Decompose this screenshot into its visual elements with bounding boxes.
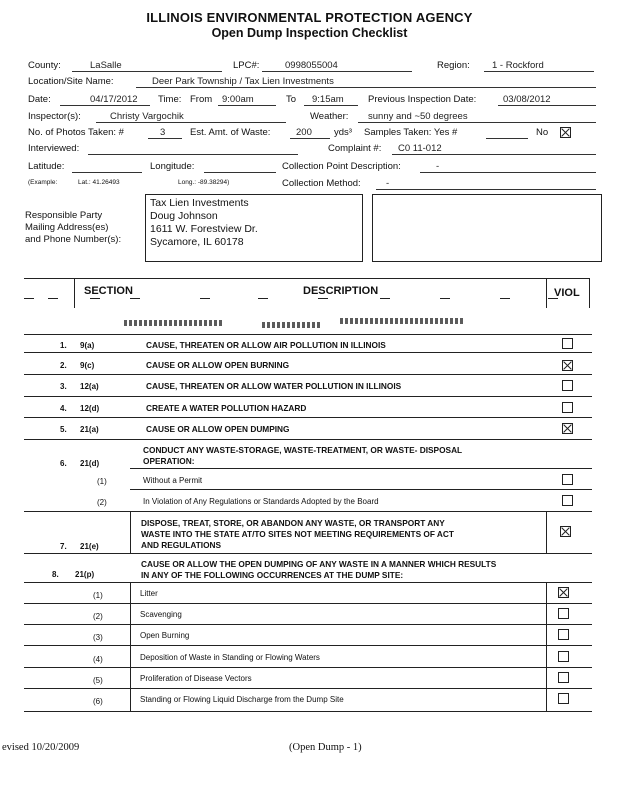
row-8-description-line-1: CAUSE OR ALLOW THE OPEN DUMPING OF ANY WASTE IN A MANNER WHICH RESULTS (141, 559, 497, 569)
row-1-description: CAUSE, THREATEN OR ALLOW AIR POLLUTION IN ILLINOIS (146, 340, 386, 350)
row-7-description-line-3: AND REGULATIONS (141, 540, 222, 550)
row-5-viol-checkbox[interactable] (562, 423, 573, 434)
row-1-number: 1. (60, 341, 67, 350)
row-1-viol-checkbox[interactable] (562, 338, 573, 349)
agency-title: ILLINOIS ENVIRONMENTAL PROTECTION AGENCY (146, 10, 473, 25)
example-label: (Example: (28, 179, 58, 186)
location-label: Location/Site Name: (28, 76, 114, 87)
prev-inspection-value: 03/08/2012 (503, 94, 551, 105)
example-lat: Lat.: 41.26493 (78, 179, 120, 186)
lpc-value: 0998055004 (285, 60, 338, 71)
responsible-party-line-4: Sycamore, IL 60178 (150, 236, 244, 248)
responsible-party-line-3: 1611 W. Forestview Dr. (150, 223, 258, 235)
row-5-section: 21(a) (80, 425, 99, 434)
responsible-party-line-1: Tax Lien Investments (150, 197, 249, 209)
photos-value: 3 (160, 127, 166, 138)
waste-label: Est. Amt. of Waste: (190, 127, 271, 138)
location-value: Deer Park Township / Tax Lien Investments (152, 76, 334, 87)
responsible-party-label-3: and Phone Number(s): (25, 234, 122, 245)
row-1-section: 9(a) (80, 341, 95, 350)
weather-label: Weather: (310, 111, 349, 122)
col-viol-header: VIOL (554, 287, 580, 299)
row-6-number: 6. (60, 459, 67, 468)
row-8-sub-5-viol-checkbox[interactable] (558, 672, 569, 683)
col-description-header: DESCRIPTION (303, 285, 379, 297)
row-4-description: CREATE A WATER POLLUTION HAZARD (146, 403, 307, 413)
row-5-number: 5. (60, 425, 67, 434)
waste-value: 200 (296, 127, 312, 138)
longitude-label: Longitude: (150, 161, 195, 172)
row-8-sub-6-label: (6) (93, 697, 103, 706)
row-6-sub-1-description: Without a Permit (143, 476, 203, 485)
complaint-label: Complaint #: (328, 143, 382, 154)
row-6-sub-1-label: (1) (97, 477, 107, 486)
row-4-number: 4. (60, 404, 67, 413)
row-2-description: CAUSE OR ALLOW OPEN BURNING (146, 360, 290, 370)
row-2-number: 2. (60, 361, 67, 370)
time-label: Time: (158, 94, 182, 105)
row-8-sub-1-viol-checkbox[interactable] (558, 587, 569, 598)
time-to-label: To (286, 94, 297, 105)
collection-point-label: Collection Point Description: (282, 161, 401, 172)
region-label: Region: (437, 60, 470, 71)
date-label: Date: (28, 94, 51, 105)
row-4-section: 12(d) (80, 404, 100, 413)
row-7-description-line-2: WASTE INTO THE STATE AT/TO SITES NOT MEETING REQUIREMENTS OF ACT (141, 529, 454, 539)
date-value: 04/17/2012 (90, 94, 138, 105)
row-4-viol-checkbox[interactable] (562, 402, 573, 413)
revised-date: evised 10/20/2009 (2, 742, 80, 753)
row-8-number: 8. (52, 570, 59, 579)
row-7-description-line-1: DISPOSE, TREAT, STORE, OR ABANDON ANY WASTE, OR TRANSPORT ANY (141, 518, 445, 528)
samples-no-checkbox[interactable] (560, 127, 571, 138)
complaint-value: C0 11-012 (398, 143, 442, 154)
row-8-section: 21(p) (75, 570, 95, 579)
inspector-value: Christy Vargochik (110, 111, 184, 122)
form-title: Open Dump Inspection Checklist (211, 26, 408, 40)
row-8-sub-3-viol-checkbox[interactable] (558, 629, 569, 640)
region-value: 1 - Rockford (492, 60, 544, 71)
responsible-party-label-1: Responsible Party (25, 210, 103, 221)
row-8-sub-2-label: (2) (93, 612, 103, 621)
time-from-label: From (190, 94, 213, 105)
col-section-header: SECTION (84, 285, 133, 297)
row-7-number: 7. (60, 542, 67, 551)
row-8-sub-6-viol-checkbox[interactable] (558, 693, 569, 704)
row-8-sub-4-description: Deposition of Waste in Standing or Flowing Waters (140, 653, 320, 662)
time-from-value: 9:00am (222, 94, 254, 105)
row-8-sub-1-label: (1) (93, 591, 103, 600)
row-8-sub-5-description: Proliferation of Disease Vectors (140, 674, 252, 683)
row-8-sub-6-description: Standing or Flowing Liquid Discharge from the Dump Site (140, 695, 344, 704)
row-8-sub-5-label: (5) (93, 676, 103, 685)
prev-inspection-label: Previous Inspection Date: (368, 94, 477, 105)
row-3-number: 3. (60, 382, 67, 391)
row-6-sub-2-description: In Violation of Any Regulations or Standards Adopted by the Board (143, 497, 379, 506)
row-6-sub-2-label: (2) (97, 498, 107, 507)
row-2-viol-checkbox[interactable] (562, 360, 573, 371)
row-6-section: 21(d) (80, 459, 100, 468)
row-3-viol-checkbox[interactable] (562, 380, 573, 391)
row-8-description-line-2: IN ANY OF THE FOLLOWING OCCURRENCES AT THE DUMP SITE: (141, 570, 404, 580)
row-7-section: 21(e) (80, 542, 99, 551)
responsible-party-box-2 (372, 194, 602, 262)
county-label: County: (28, 60, 61, 71)
row-6-sub-2-viol-checkbox[interactable] (562, 495, 573, 506)
row-8-sub-4-label: (4) (93, 655, 103, 664)
row-3-section: 12(a) (80, 382, 99, 391)
row-6-sub-1-viol-checkbox[interactable] (562, 474, 573, 485)
interviewed-label: Interviewed: (28, 143, 80, 154)
row-8-sub-1-description: Litter (140, 589, 158, 598)
row-2-section: 9(c) (80, 361, 95, 370)
row-3-description: CAUSE, THREATEN OR ALLOW WATER POLLUTION IN ILLINOIS (146, 381, 402, 391)
samples-label: Samples Taken: Yes # (364, 127, 458, 138)
time-to-value: 9:15am (312, 94, 344, 105)
row-8-sub-2-viol-checkbox[interactable] (558, 608, 569, 619)
photos-label: No. of Photos Taken: # (28, 127, 124, 138)
example-long: Long.: -89.38294) (178, 179, 230, 186)
row-8-sub-2-description: Scavenging (140, 610, 182, 619)
responsible-party-label-2: Mailing Address(es) (25, 222, 109, 233)
row-6-description-line-1: CONDUCT ANY WASTE-STORAGE, WASTE-TREATMENT, OR WASTE- DISPOSAL (143, 445, 463, 455)
weather-value: sunny and ~50 degrees (368, 111, 468, 122)
collection-point-value: - (436, 161, 440, 172)
row-5-description: CAUSE OR ALLOW OPEN DUMPING (146, 424, 290, 434)
inspector-label: Inspector(s): (28, 111, 81, 122)
county-value: LaSalle (90, 60, 122, 71)
row-6-description-line-2: OPERATION: (143, 456, 195, 466)
samples-no-label: No (536, 127, 549, 138)
collection-method-label: Collection Method: (282, 178, 361, 189)
row-7-viol-checkbox[interactable] (560, 526, 571, 537)
page-number: (Open Dump - 1) (289, 742, 362, 753)
waste-unit: yds³ (334, 127, 352, 138)
latitude-label: Latitude: (28, 161, 65, 172)
responsible-party-line-2: Doug Johnson (150, 210, 218, 222)
row-8-sub-3-description: Open Burning (140, 631, 190, 640)
row-8-sub-4-viol-checkbox[interactable] (558, 651, 569, 662)
lpc-label: LPC#: (233, 60, 260, 71)
collection-method-value: - (386, 178, 390, 189)
row-8-sub-3-label: (3) (93, 633, 103, 642)
